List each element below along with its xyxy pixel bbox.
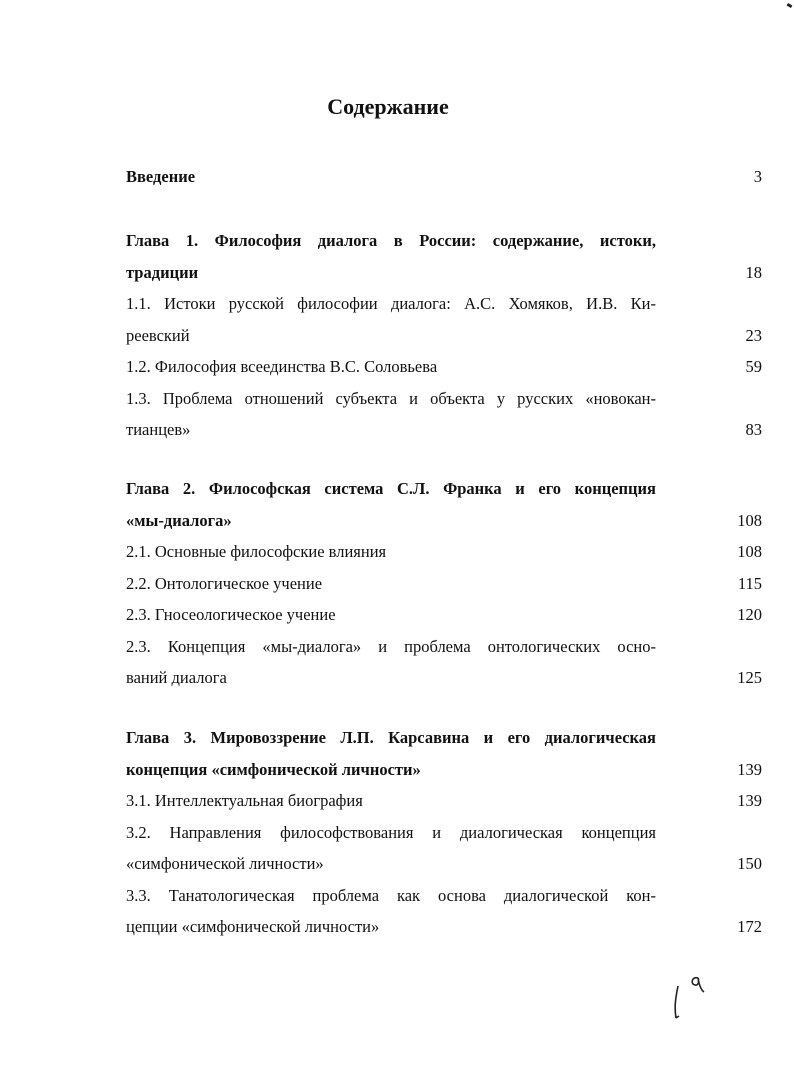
section-line: 1.3. Проблема отношений субъекта и объекта у русских «новокан- — [126, 388, 656, 408]
section-line: «симфонической личности» — [126, 854, 324, 873]
section-page-number: 23 — [745, 325, 762, 345]
section-page-number: 150 — [737, 854, 762, 873]
chapter-page-number: 139 — [737, 759, 762, 779]
section-line: 2.1. Основные философские влияния — [126, 542, 387, 561]
section-line: 2.2. Онтологическое учение — [126, 573, 323, 593]
page-title: Содержание — [327, 94, 449, 119]
section-line: 2.3. Концепция «мы-диалога» и проблема онтологических осно- — [126, 636, 656, 656]
handwritten-page-mark — [668, 972, 708, 1024]
section-page-number: 108 — [737, 542, 762, 561]
intro-label: Введение — [126, 167, 196, 186]
chapter-title-line: Глава 1. Философия диалога в России: содержание, истоки, — [126, 231, 656, 250]
section-line: 3.2. Направления философствования и диалогическая концепция — [126, 822, 656, 842]
chapter-title-line: «мы-диалога» — [126, 510, 232, 530]
section-line: 1.2. Философия всеединства В.С. Соловьева — [126, 357, 438, 376]
section-line: 3.1. Интеллектуальная биография — [126, 791, 363, 810]
chapter-page-number: 108 — [737, 510, 762, 530]
section-line: 1.1. Истоки русской философии диалога: А.С. Хомяков, И.В. Ки- — [126, 294, 656, 313]
section-page-number: 59 — [745, 357, 762, 376]
chapter-page-number: 18 — [745, 262, 762, 282]
section-line: цепции «симфонической личности» — [126, 917, 380, 936]
intro-page-number: 3 — [753, 167, 762, 186]
section-line: ваний диалога — [126, 668, 227, 687]
section-line: 3.3. Танатологическая проблема как основа диалогической кон- — [126, 885, 656, 905]
section-page-number: 139 — [737, 791, 762, 810]
chapter-title-line: концепция «симфонической личности» — [126, 759, 421, 779]
section-page-number: 172 — [737, 917, 762, 936]
section-page-number: 83 — [745, 420, 762, 439]
section-line: реевский — [126, 325, 190, 345]
chapter-title-line: Глава 3. Мировоззрение Л.П. Карсавина и его диалогическая — [126, 728, 656, 747]
section-page-number: 125 — [737, 668, 762, 687]
section-page-number: 120 — [737, 605, 762, 624]
chapter-title-line: традиции — [126, 262, 199, 282]
section-line: тианцев» — [126, 420, 191, 439]
section-page-number: 115 — [737, 573, 762, 593]
chapter-title-line: Глава 2. Философская система С.Л. Франка и его концепция — [126, 479, 656, 498]
section-line: 2.3. Гносеологическое учение — [126, 605, 336, 624]
